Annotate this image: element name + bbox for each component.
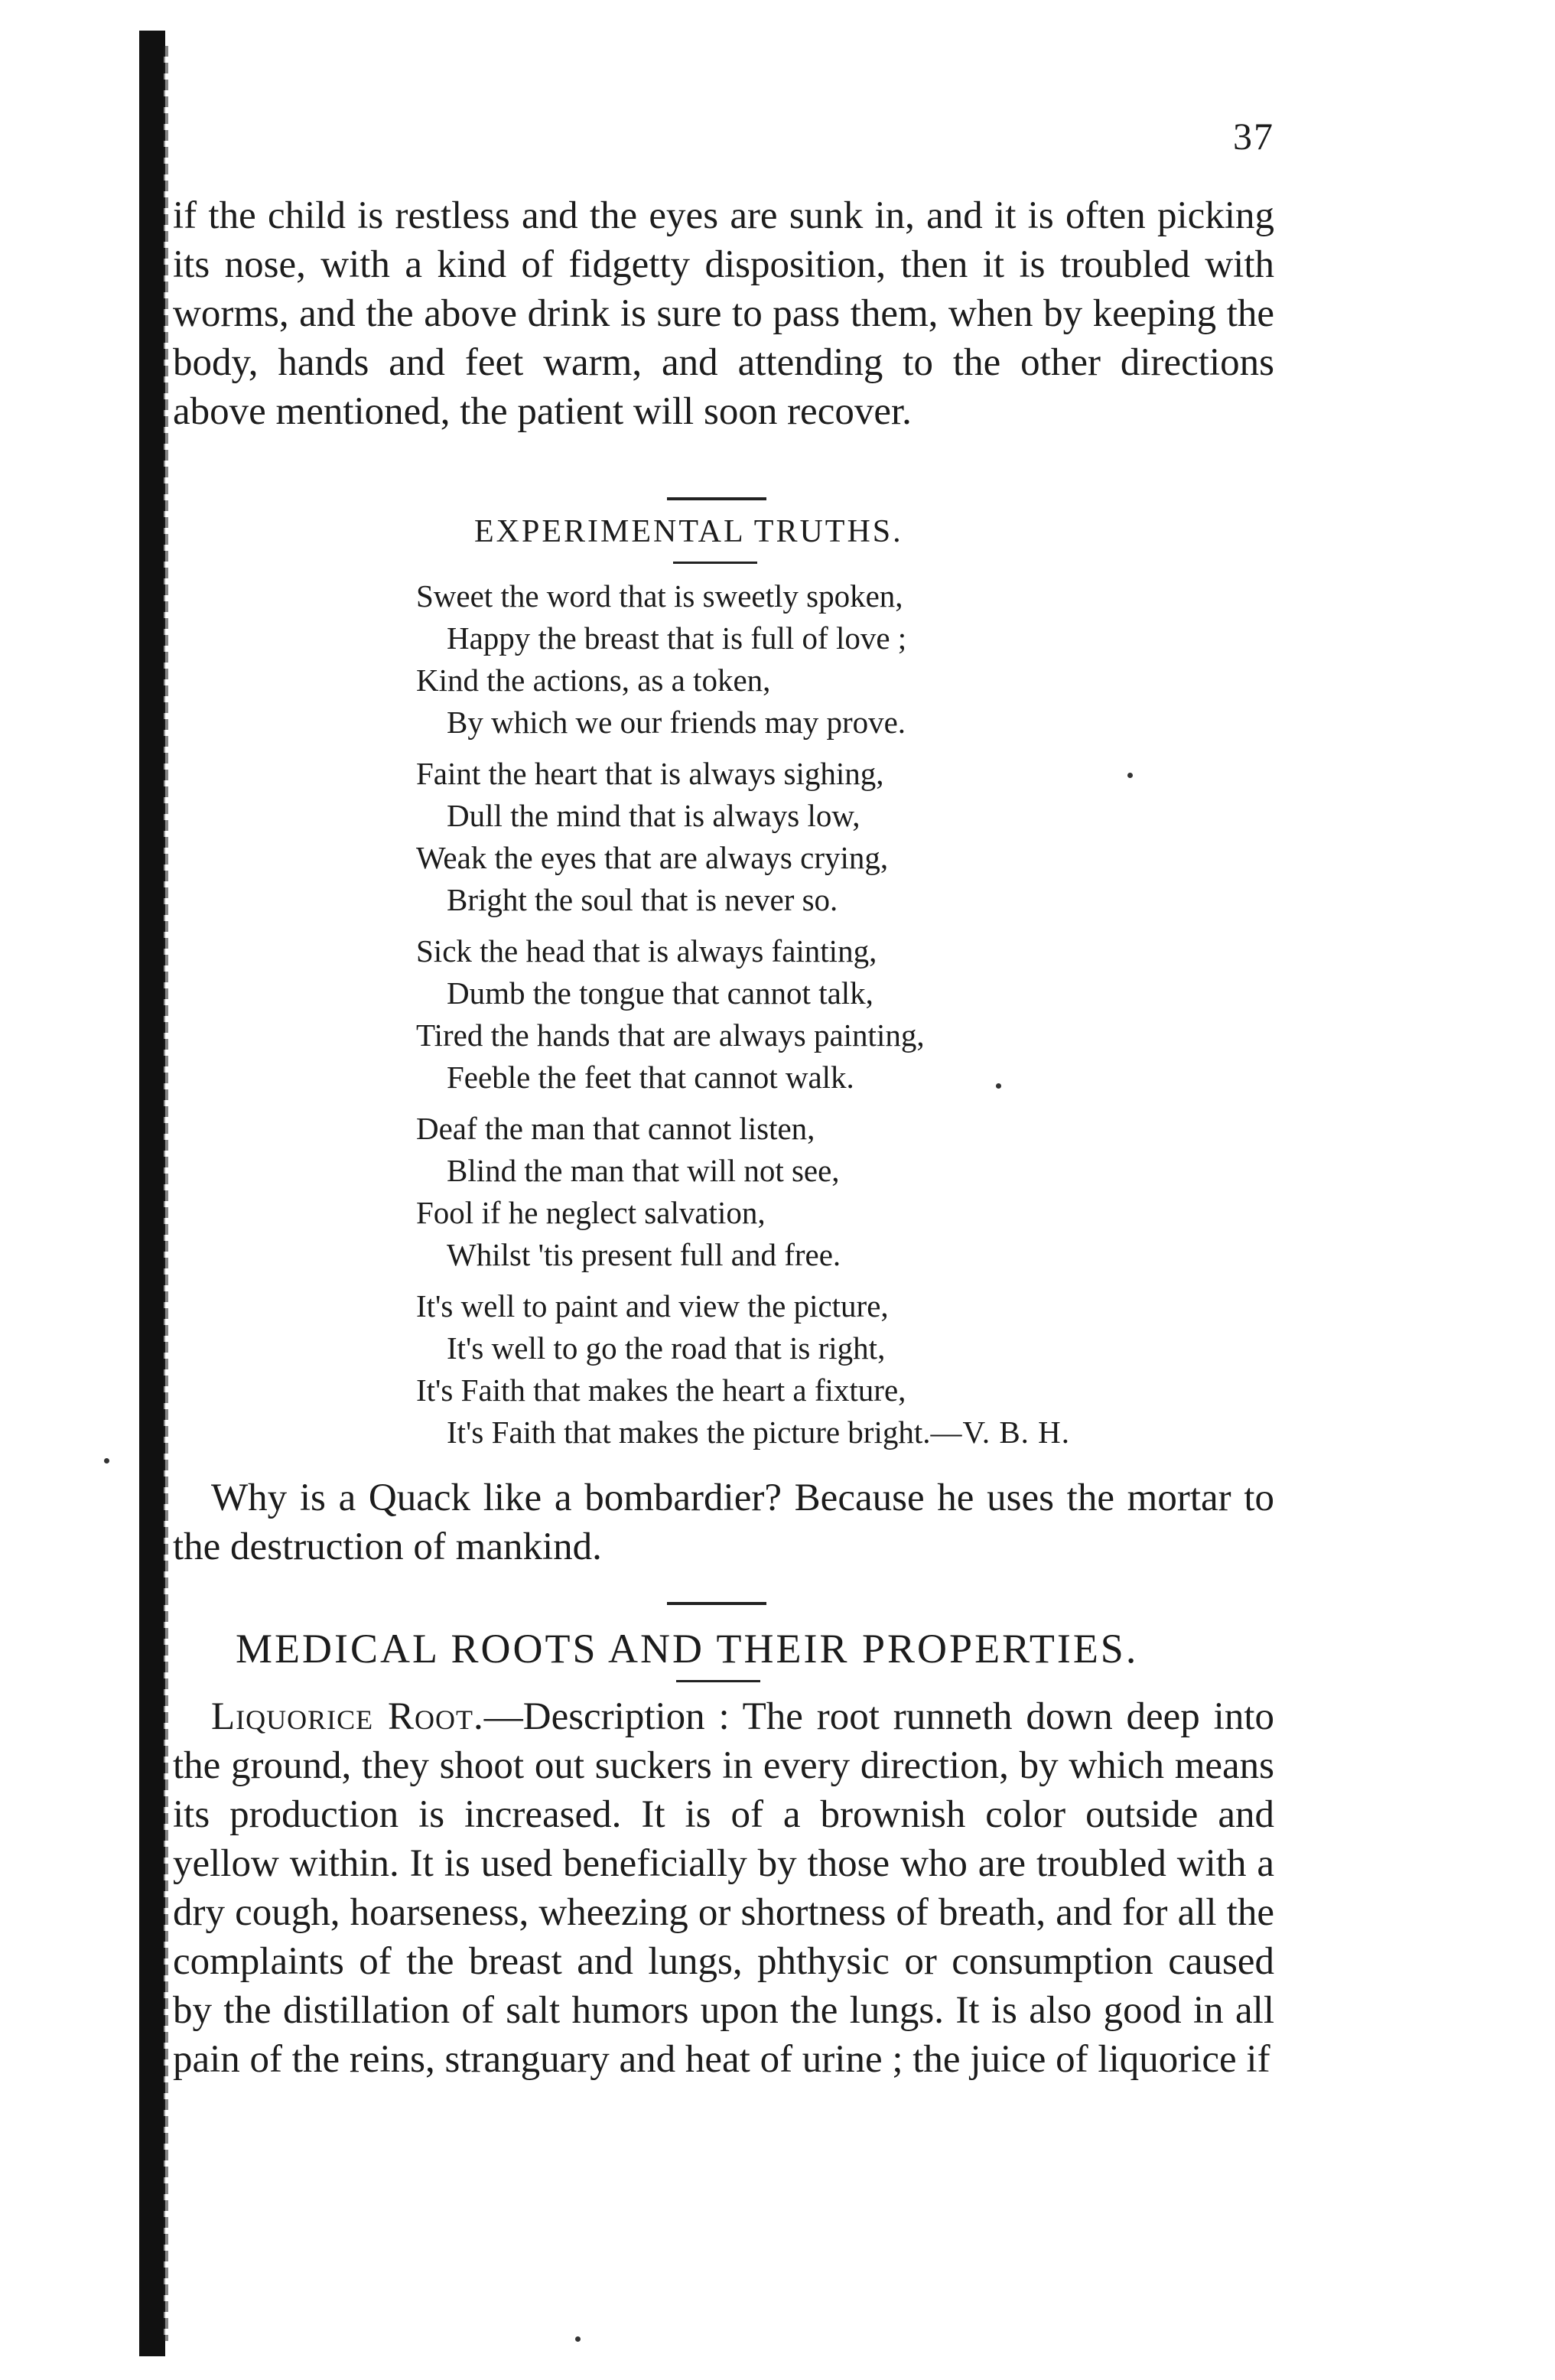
section-title: MEDICAL ROOTS AND THEIR PROPERTIES. [236, 1626, 1139, 1672]
poem [416, 575, 1227, 1463]
poem-last-line [416, 1411, 1227, 1454]
section-title-underline [676, 1680, 760, 1682]
poem-line: It's Faith that makes the heart a fixture, [416, 1372, 906, 1408]
poem-title-underline [673, 562, 757, 564]
poem-line: Sick the head that is always fainting, [416, 933, 877, 969]
riddle-text: Why is a Quack like a bombardier? Because he uses the mortar to the destruction of mankind. [173, 1477, 1274, 1568]
liquorice-text [173, 1692, 1274, 2084]
page-number: 37 [1233, 115, 1274, 158]
poem-line: It's well to paint and view the picture, [416, 1288, 889, 1323]
poem-line: It's well to go the road that is right, [447, 1330, 886, 1366]
liquorice-body: —Description : The root runneth down deep into the ground, they shoot out suckers in every direction, by which means its production is increased. It is of a brownish color outside and yellow within. It is used beneficially by those who are troubled with a dry cough, hoarseness, wheezing or shortness of breath, and for all the complaints of the breast and lungs, phthysic or consumption caused by the distillation of salt humors upon the lungs. It is also good in all pain of the reins, stranguary and heat of urine ; the juice of liquorice if [173, 1695, 1274, 2081]
poem-stanza-4 [416, 1108, 1227, 1276]
poem-title: EXPERIMENTAL TRUTHS. [474, 514, 903, 549]
poem-line: Tired the hands that are always painting, [416, 1017, 925, 1053]
poem-stanza-3 [416, 930, 1227, 1099]
poem-line: Blind the man that will not see, [447, 1153, 840, 1188]
intro-paragraph [173, 191, 1274, 436]
poem-stanza-2 [416, 753, 1227, 921]
poem-line: Fool if he neglect salvation, [416, 1195, 766, 1230]
poem-line: By which we our friends may prove. [447, 705, 906, 740]
liquorice-lead-term: Liquorice Root. [211, 1695, 484, 1738]
poem-line: It's Faith that makes the picture bright. [447, 1415, 931, 1450]
poem-line: Kind the actions, as a token, [416, 663, 771, 698]
print-speck [996, 1083, 1001, 1089]
poem-line: Bright the soul that is never so. [447, 882, 838, 917]
riddle-paragraph [173, 1473, 1274, 1571]
poem-line: Sweet the word that is sweetly spoken, [416, 578, 903, 614]
poem-top-rule [667, 497, 766, 500]
poem-stanza-1 [416, 575, 1227, 744]
poem-line: Happy the breast that is full of love ; [447, 620, 907, 656]
print-speck [104, 1458, 109, 1463]
poem-line: Weak the eyes that are always crying, [416, 840, 889, 875]
section-top-rule [667, 1602, 766, 1605]
binding-edge [164, 46, 168, 2341]
liquorice-paragraph [173, 1692, 1274, 2084]
poem-line: Dumb the tongue that cannot talk, [447, 975, 873, 1011]
book-binding-shadow [139, 31, 165, 2356]
poem-line: Feeble the feet that cannot walk. [447, 1060, 854, 1095]
intro-text: if the child is restless and the eyes are sunk in, and it is often picking its nose, with a kind of fidgetty disposition, then it is troubled with worms, and the above drink is sure to pass them, when by keeping the body, hands and feet warm, and attending to the other directions above mentioned, the patient will soon recover. [173, 194, 1274, 433]
poem-line: Deaf the man that cannot listen, [416, 1111, 815, 1146]
poem-line: Dull the mind that is always low, [447, 798, 860, 833]
print-speck [575, 2336, 581, 2342]
poem-stanza-5 [416, 1285, 1227, 1454]
poem-attribution: —V. B. H. [930, 1415, 1071, 1450]
poem-line: Faint the heart that is always sighing, [416, 756, 884, 791]
print-speck [1127, 773, 1133, 778]
poem-line: Whilst 'tis present full and free. [447, 1237, 841, 1272]
